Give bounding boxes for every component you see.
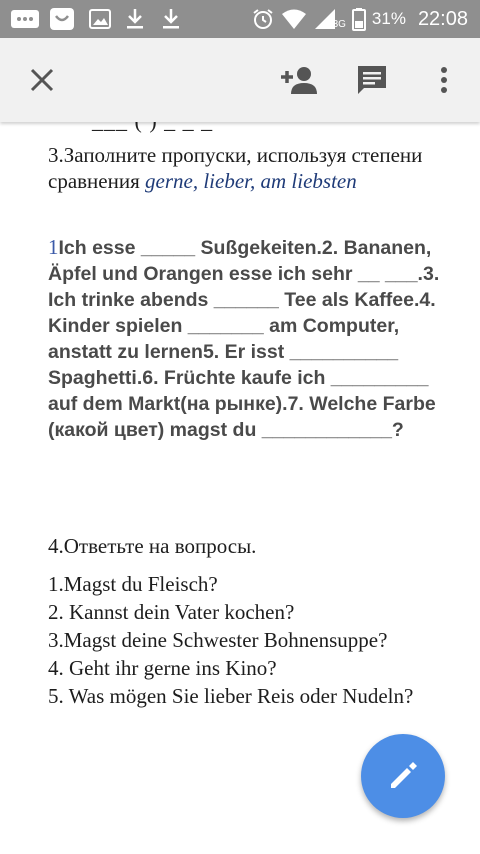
battery-icon	[352, 7, 366, 31]
list-item: 3.Magst deine Schwester Bohnensuppe?	[48, 628, 388, 652]
task3-instruction: 3.Заполните пропуски, используя степени сравнения	[48, 143, 423, 193]
task3-title	[48, 142, 448, 194]
more-notifications-icon	[10, 7, 40, 31]
task4-title: 4.Ответьте на вопросы.	[48, 534, 257, 558]
app-toolbar	[0, 38, 480, 122]
exercise-body: Ich esse _____ Sußgekeiten.2. Bananen, Äpfel und Orangen esse ich sehr __ ___.3. Ich trinke abends ______ Tee als Kaffee.4. Kinder spielen _______ am Computer, anstatt zu lernen5. Er isst __________ Spaghetti.6. Früchte kaufe ich _________ auf dem Markt(на рынке).7. Welche Farbe (какой цвет) magst du ____________?	[48, 237, 440, 441]
close-button[interactable]	[20, 58, 64, 102]
task3-hint-words: gerne, lieber, am liebsten	[145, 169, 357, 193]
edit-pencil-icon	[387, 760, 419, 792]
comments-button[interactable]	[350, 58, 394, 102]
exercise-text	[48, 234, 458, 443]
status-bar	[0, 0, 480, 38]
app-notification-icon	[49, 7, 75, 31]
download-icon	[124, 7, 146, 31]
list-item: 4. Geht ihr gerne ins Kino?	[48, 656, 277, 680]
image-icon	[88, 7, 112, 31]
clock: 22:08	[417, 7, 468, 30]
exercise-number: 1	[48, 235, 59, 259]
share-button[interactable]	[277, 58, 321, 102]
battery-percent: 31%	[371, 9, 406, 28]
question-list	[48, 570, 468, 710]
list-item: 5. Was mögen Sie lieber Reis oder Nudeln?	[48, 684, 414, 708]
list-item: 1.Magst du Fleisch?	[48, 572, 218, 596]
more-vert-icon	[440, 67, 448, 93]
more-options-button[interactable]	[422, 58, 466, 102]
add-person-icon	[280, 65, 318, 95]
network-type: 3G	[332, 19, 346, 30]
edit-button[interactable]	[361, 734, 445, 818]
wifi-icon	[281, 8, 307, 30]
list-item: 2. Kannst dein Vater kochen?	[48, 600, 295, 624]
download-icon-2	[160, 7, 182, 31]
close-icon	[29, 67, 55, 93]
comment-icon	[356, 64, 388, 96]
alarm-icon	[251, 7, 275, 31]
